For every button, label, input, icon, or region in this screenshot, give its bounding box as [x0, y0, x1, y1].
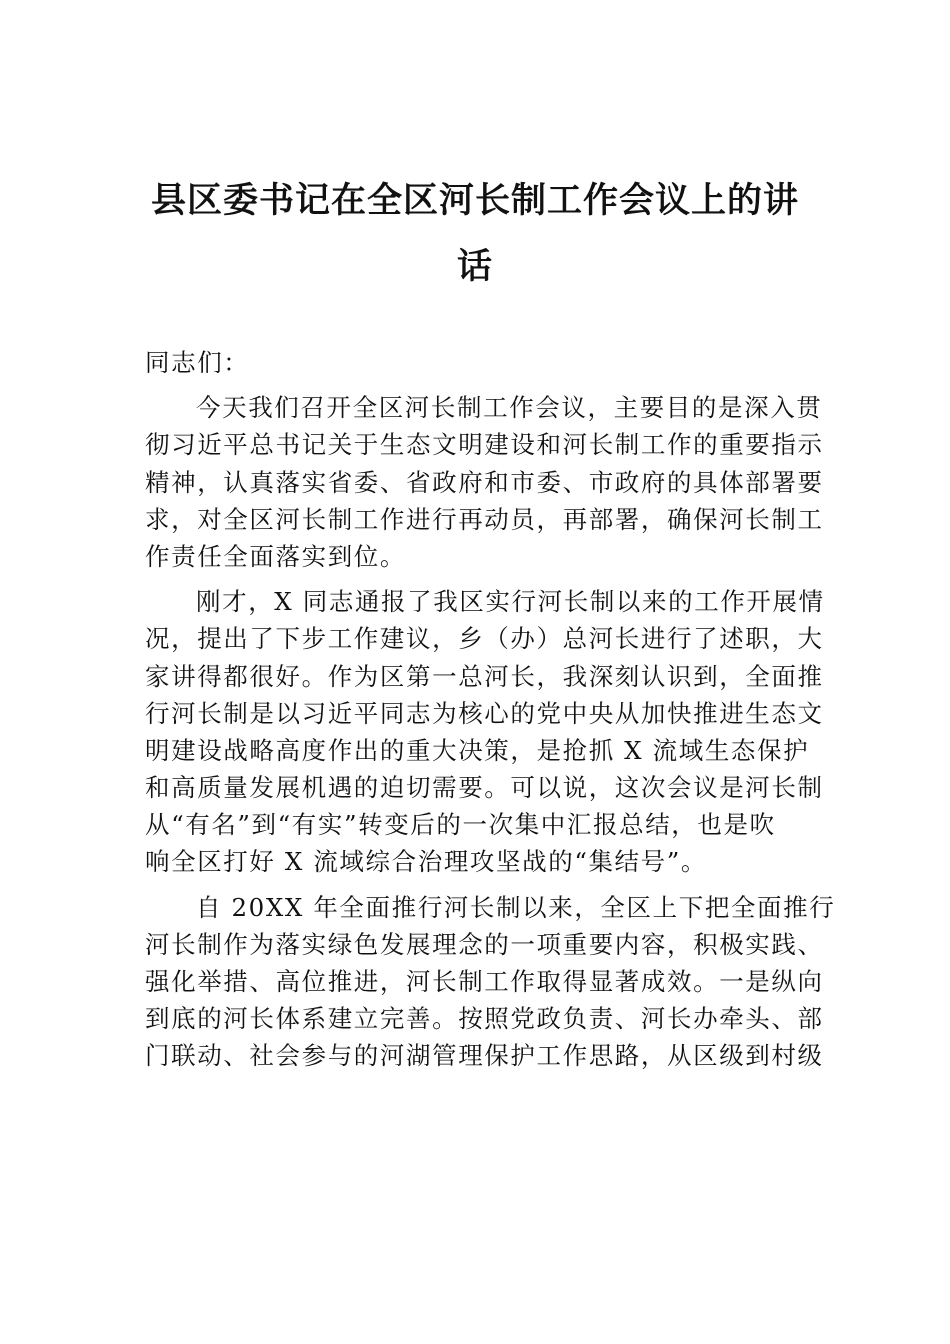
document-title: [140, 168, 810, 300]
paragraph-line: 门联动、社会参与的河湖管理保护工作思路，从区级到村级: [145, 1041, 824, 1071]
paragraph-line: 况，提出了下步工作建议，乡（办）总河长进行了述职，大: [145, 624, 824, 654]
paragraph-line: 强化举措、高位推进，河长制工作取得显著成效。一是纵向: [145, 967, 824, 996]
paragraph-line: 家讲得都很好。作为区第一总河长，我深刻认识到，全面推: [145, 661, 824, 691]
paragraph-line: 求，对全区河长制工作进行再动员，再部署，确保河长制工: [145, 504, 824, 534]
paragraph-3: [145, 889, 836, 1075]
document-body: [145, 344, 836, 1075]
paragraph-line: 到底的河长体系建立完善。按照党政负责、河长办牵头、部: [145, 1004, 824, 1034]
paragraph-line: 从“有名”到“有实”转变后的一次集中汇报总结，也是吹: [145, 810, 776, 840]
paragraph-line: 明建设战略高度作出的重大决策，是抢抓 X 流域生态保护: [145, 735, 810, 765]
paragraph-line: 行河长制是以习近平同志为核心的党中央从加快推进生态文: [145, 698, 824, 728]
paragraph-line: 自 20XX 年全面推行河长制以来，全区上下把全面推行: [196, 892, 836, 922]
title-line-2: 话: [456, 247, 493, 287]
paragraph-line: 精神，认真落实省委、省政府和市委、市政府的具体部署要: [145, 467, 824, 497]
paragraph-2: [145, 583, 825, 881]
paragraph-1: [145, 389, 824, 575]
paragraph-line: 响全区打好 X 流域综合治理攻坚战的“集结号”。: [145, 847, 707, 877]
paragraph-line: 刚才，X 同志通报了我区实行河长制以来的工作开展情: [196, 587, 825, 617]
salutation: 同志们：: [145, 348, 250, 377]
paragraph-line: 和高质量发展机遇的迫切需要。可以说，这次会议是河长制: [145, 773, 824, 803]
paragraph-line: 河长制作为落实绿色发展理念的一项重要内容，积极实践、: [145, 929, 824, 959]
paragraph-line: 彻习近平总书记关于生态文明建设和河长制工作的重要指示: [145, 430, 824, 460]
title-line-1: 县区委书记在全区河长制工作会议上的讲: [150, 181, 799, 221]
paragraph-line: 今天我们召开全区河长制工作会议，主要目的是深入贯: [196, 393, 823, 423]
paragraph-line: 作责任全面落实到位。: [145, 541, 406, 571]
